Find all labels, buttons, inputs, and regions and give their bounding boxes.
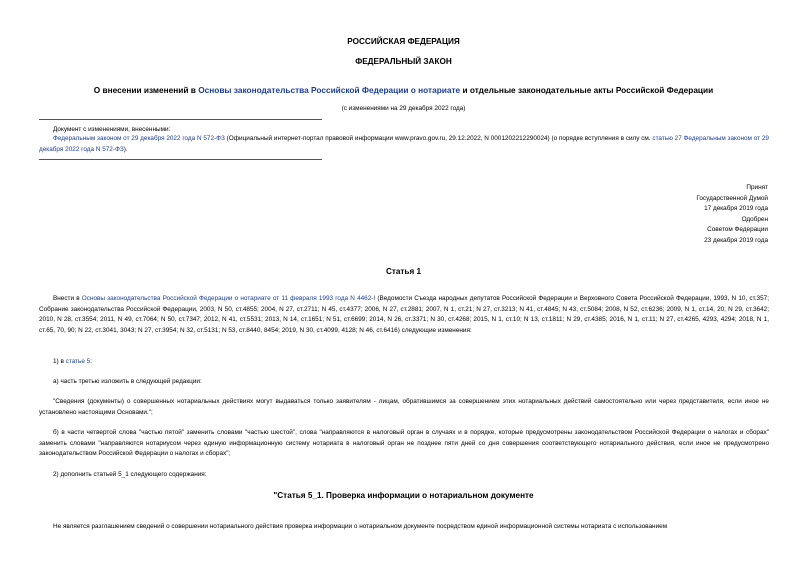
adoption-line: Принят <box>746 184 768 191</box>
item-b: б) в части четвертой слова "частью пятой" заменить словами "частью шестой", слова "направляются в налоговый орган в случаях и в порядке, которые предусмотрены законодательством Российской Федерации о налогах и сборах" заменить словами "направляются нотариусом через единую информационную систему нотариата в налоговый орган не позднее пяти дней со дня совершения соответствующего нотариального действия, если иное не предусмотрено законодательством Российской Федерации о налогах и сборах"; <box>39 429 769 458</box>
adoption-line: 23 декабря 2019 года <box>704 236 768 244</box>
item-1 <box>53 357 92 368</box>
amendment-law-link[interactable]: Федеральным законом от 29 декабря 2022 года N 572-ФЗ <box>53 135 225 142</box>
base-law-link[interactable]: Основы законодательства Российской Федерации о нотариате от 11 февраля 1993 года N 4462-I <box>81 295 376 302</box>
item-1-suffix: : <box>90 358 93 365</box>
law-type-heading: ФЕДЕРАЛЬНЫЙ ЗАКОН <box>355 57 452 66</box>
divider-bottom <box>39 159 322 160</box>
amendments-text <box>39 134 769 155</box>
country-heading: РОССИЙСКАЯ ФЕДЕРАЦИЯ <box>347 37 460 46</box>
amendment-source-text: (Официальный интернет-портал правовой информации www.pravo.gov.ru, 29.12.2022, N 0001202212290024) (о порядке вступления в силу см. <box>224 135 653 142</box>
item-a: а) часть третью изложить в следующей редакции: <box>53 378 202 385</box>
paragraph-prefix: Внести в <box>53 295 82 302</box>
article-heading: Статья 1 <box>385 267 422 276</box>
adoption-block <box>696 183 768 246</box>
adoption-line: Государственной Думой <box>696 194 768 202</box>
article-5-link[interactable]: статье 5 <box>65 358 91 365</box>
paragraph-sources: (Ведомости Съезда народных депутатов Российской Федерации и Верховного Совета Российской Федерации, 1993, N 10, ст.357; Собрание законодательства Российской Федерации, 2003, N 50, ст.4855; 2004, N 27, ст.2711; N 45, ст.4377; 2006, N 27, ст.2881; 2007, N 1, ст.21; N 27, ст.3213; N 41, ст.4845; N 43, ст.5084; 2008, N 52, ст.6236; 2009, N 1, ст.14, 20; N 29, ст.3642; 2010, N 28, ст.3554; 2011, N 49, ст.7064; N 50, ст.7347; 2012, N 41, ст.5531; 2013, N 14, ст.1651; N 51, ст.6699; 2014, N 26, ст.3371; N 30, ст.4268; 2015, N 1, ст.10; N 13, ст.1811; N 29, ст.4385; 2016, N 1, ст.11; N 27, ст.4265, 4293, 4294; 2018, N 1, ст.65, 70, 90; N 22, ст.3041, 3043; N 27, ст.3954; N 32, ст.5131; N 53, ст.8440, 8454; 2019, N 30, ст.4099, 4128; N 46, ст.6416) следующие изменения: <box>39 295 769 334</box>
amendment-end-text: ). <box>123 145 128 153</box>
article-paragraph-1 <box>39 294 769 336</box>
law-title-link[interactable]: Основы законодательства Российской Федерации о нотариате <box>198 85 461 95</box>
quote-paragraph: "Сведения (документы) о совершенных нотариальных действиях могут выдаваться только заявителям - лицам, обратившимся за совершением этих нотариальных действий самостоятельно или через представителя, если иное не установлено настоящими Основами."; <box>39 398 769 416</box>
amendments-caption: Документ с изменениями, внесенными: <box>53 126 171 133</box>
adoption-line: Советом Федерации <box>707 226 768 233</box>
item-2: 2) дополнить статьей 5_1 следующего содержания: <box>53 471 207 478</box>
divider-top <box>39 119 322 120</box>
item-1-prefix: 1) в <box>53 358 66 365</box>
revision-note: (с изменениями на 29 декабря 2022 года) <box>341 105 466 112</box>
law-title <box>0 85 807 95</box>
law-title-prefix: О внесении изменений в <box>93 85 199 95</box>
new-article-heading: "Статья 5_1. Проверка информации о нотариальном документе <box>273 491 534 500</box>
last-paragraph: Не является разглашением сведений о совершении нотариального действия проверка информации о нотариальном документе посредством единой информационной системы нотариата с использованием <box>53 523 668 530</box>
amendment-article-link[interactable]: статью 27 Федеральным законом от 29 декабря 2022 года N 572-ФЗ <box>39 135 769 153</box>
adoption-line: Одобрен <box>741 215 768 223</box>
adoption-line: 17 декабря 2019 года <box>704 205 768 212</box>
law-title-suffix: и отдельные законодательные акты Российской Федерации <box>460 85 714 95</box>
